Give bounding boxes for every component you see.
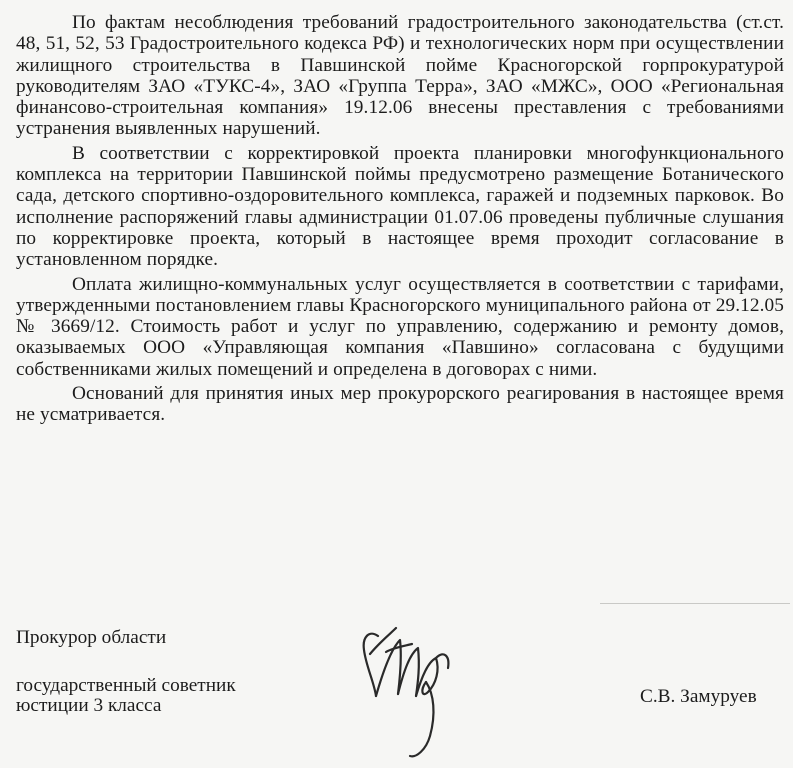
signer-position: Прокурор области: [16, 627, 167, 648]
paragraph-utility-payments: Оплата жилищно-коммунальных услуг осуществляется в соответствии с тарифами, утвержденными постановлением главы Красногорского муниципального района от 29.12.05 № 3669/12. Стоимость работ и услуг по управлению, содержанию и ремонту домов, оказываемых ООО «Управляющая компания «Павшино» согласована с будущими собственниками жилых помещений и определена в договорах с ними.: [16, 273, 784, 380]
paragraph-project-correction: В соответствии с корректировкой проекта планировки многофункционального комплекса на территории Павшинской поймы предусмотрено размещение Ботанического сада, детского спортивно-оздоровительного комплекса, гаражей и подземных парковок. Во исполнение распоряжений главы администрации 01.07.06 проведены публичные слушания по корректировке проекта, который в настоящее время проходит согласование в установленном порядке.: [16, 142, 784, 271]
scan-artifact-line: [600, 603, 790, 604]
signer-rank: [16, 676, 236, 716]
document-body: [16, 12, 784, 429]
paragraph-conclusion: Оснований для принятия иных мер прокурорского реагирования в настоящее время не усматривается.: [16, 383, 784, 426]
signer-name: С.В. Замуруев: [640, 686, 757, 707]
handwritten-signature: [340, 598, 460, 768]
paragraph-violations: По фактам несоблюдения требований градостроительного законодательства (ст.ст. 48, 51, 52, 53 Градостроительного кодекса РФ) и технологических норм при осуществлении жилищного строительства в Павшинской пойме Красногорской горпрокуратурой руководителям ЗАО «ТУКС-4», ЗАО «Группа Терра», ЗАО «МЖС», ООО «Региональная финансово-строительная компания» 19.12.06 внесены преставления с требованиями устранения выявленных нарушений.: [16, 12, 784, 140]
signer-rank-line1: государственный советник: [16, 675, 236, 696]
signer-rank-line2: юстиции 3 класса: [16, 695, 162, 716]
